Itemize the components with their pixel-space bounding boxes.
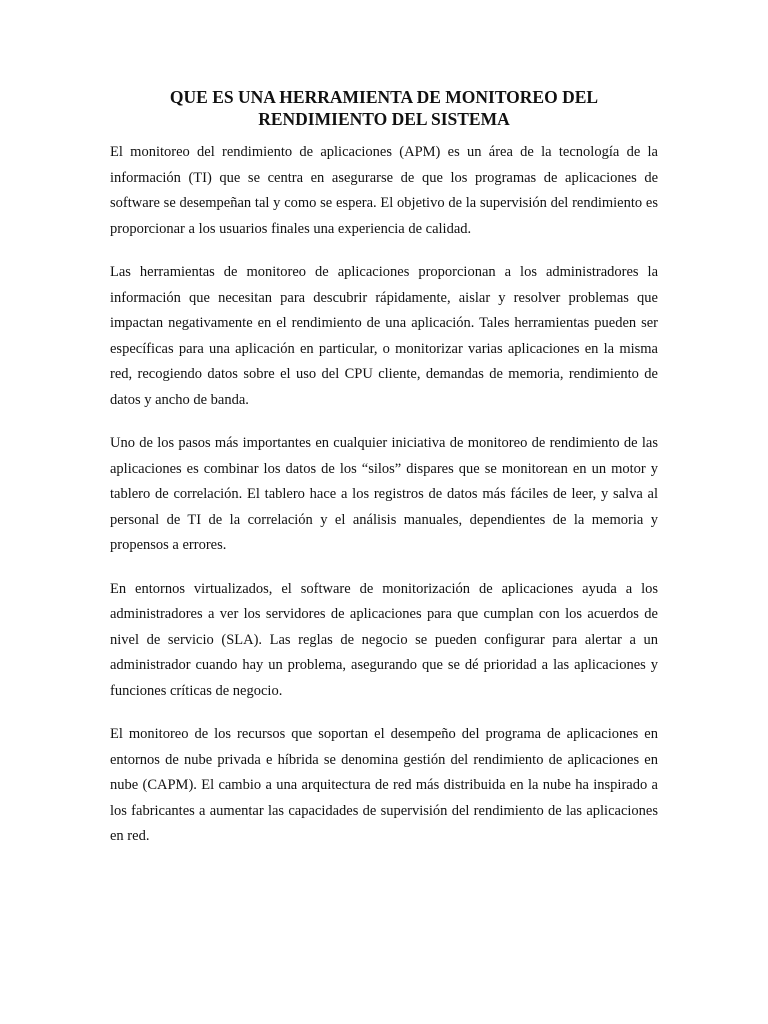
paragraph-3: Uno de los pasos más importantes en cualquier iniciativa de monitoreo de rendimiento de las aplicaciones es combinar los datos de los “silos” dispares que se monitorean en un motor y tablero de correlación. El tablero hace a los registros de datos más fáciles de leer, y salva al personal de TI de la correlación y el análisis manuales, dependientes de la memoria y propensos a errores. — [110, 435, 658, 553]
paragraph-1: El monitoreo del rendimiento de aplicaciones (APM) es un área de la tecnología de la información (TI) que se centra en asegurarse de que los programas de aplicaciones de software se desempeñan tal y como se espera. El objetivo de la supervisión del rendimiento es proporcionar a los usuarios finales una experiencia de calidad. — [110, 144, 658, 237]
paragraph-4: En entornos virtualizados, el software de monitorización de aplicaciones ayuda a los administradores a ver los servidores de aplicaciones para que cumplan con los acuerdos de nivel de servicio (SLA). Las reglas de negocio se pueden configurar para alertar a un administrador cuando hay un problema, asegurando que se dé prioridad a las aplicaciones y funciones críticas de negocio. — [110, 580, 658, 699]
document-title: QUE ES UNA HERRAMIENTA DE MONITOREO DEL RENDIMIENTO DEL SISTEMA — [169, 87, 599, 129]
paragraph-5: El monitoreo de los recursos que soportan el desempeño del programa de aplicaciones en entornos de nube privada e híbrida se denomina gestión del rendimiento de aplicaciones en nube (CAPM). El cambio a una arquitectura de red más distribuida en la nube ha inspirado a los fabricantes a aumentar las capacidades de supervisión del rendimiento de las aplicaciones en red. — [110, 726, 658, 844]
paragraph-2: Las herramientas de monitoreo de aplicaciones proporcionan a los administradores la información que necesitan para descubrir rápidamente, aislar y resolver problemas que impactan negativamente en el rendimiento de una aplicación. Tales herramientas pueden ser específicas para una aplicación en particular, o monitorizar varias aplicaciones en la misma red, recogiendo datos sobre el uso del CPU cliente, demandas de memoria, rendimiento de datos y ancho de banda. — [110, 264, 658, 408]
document-body — [110, 140, 658, 868]
